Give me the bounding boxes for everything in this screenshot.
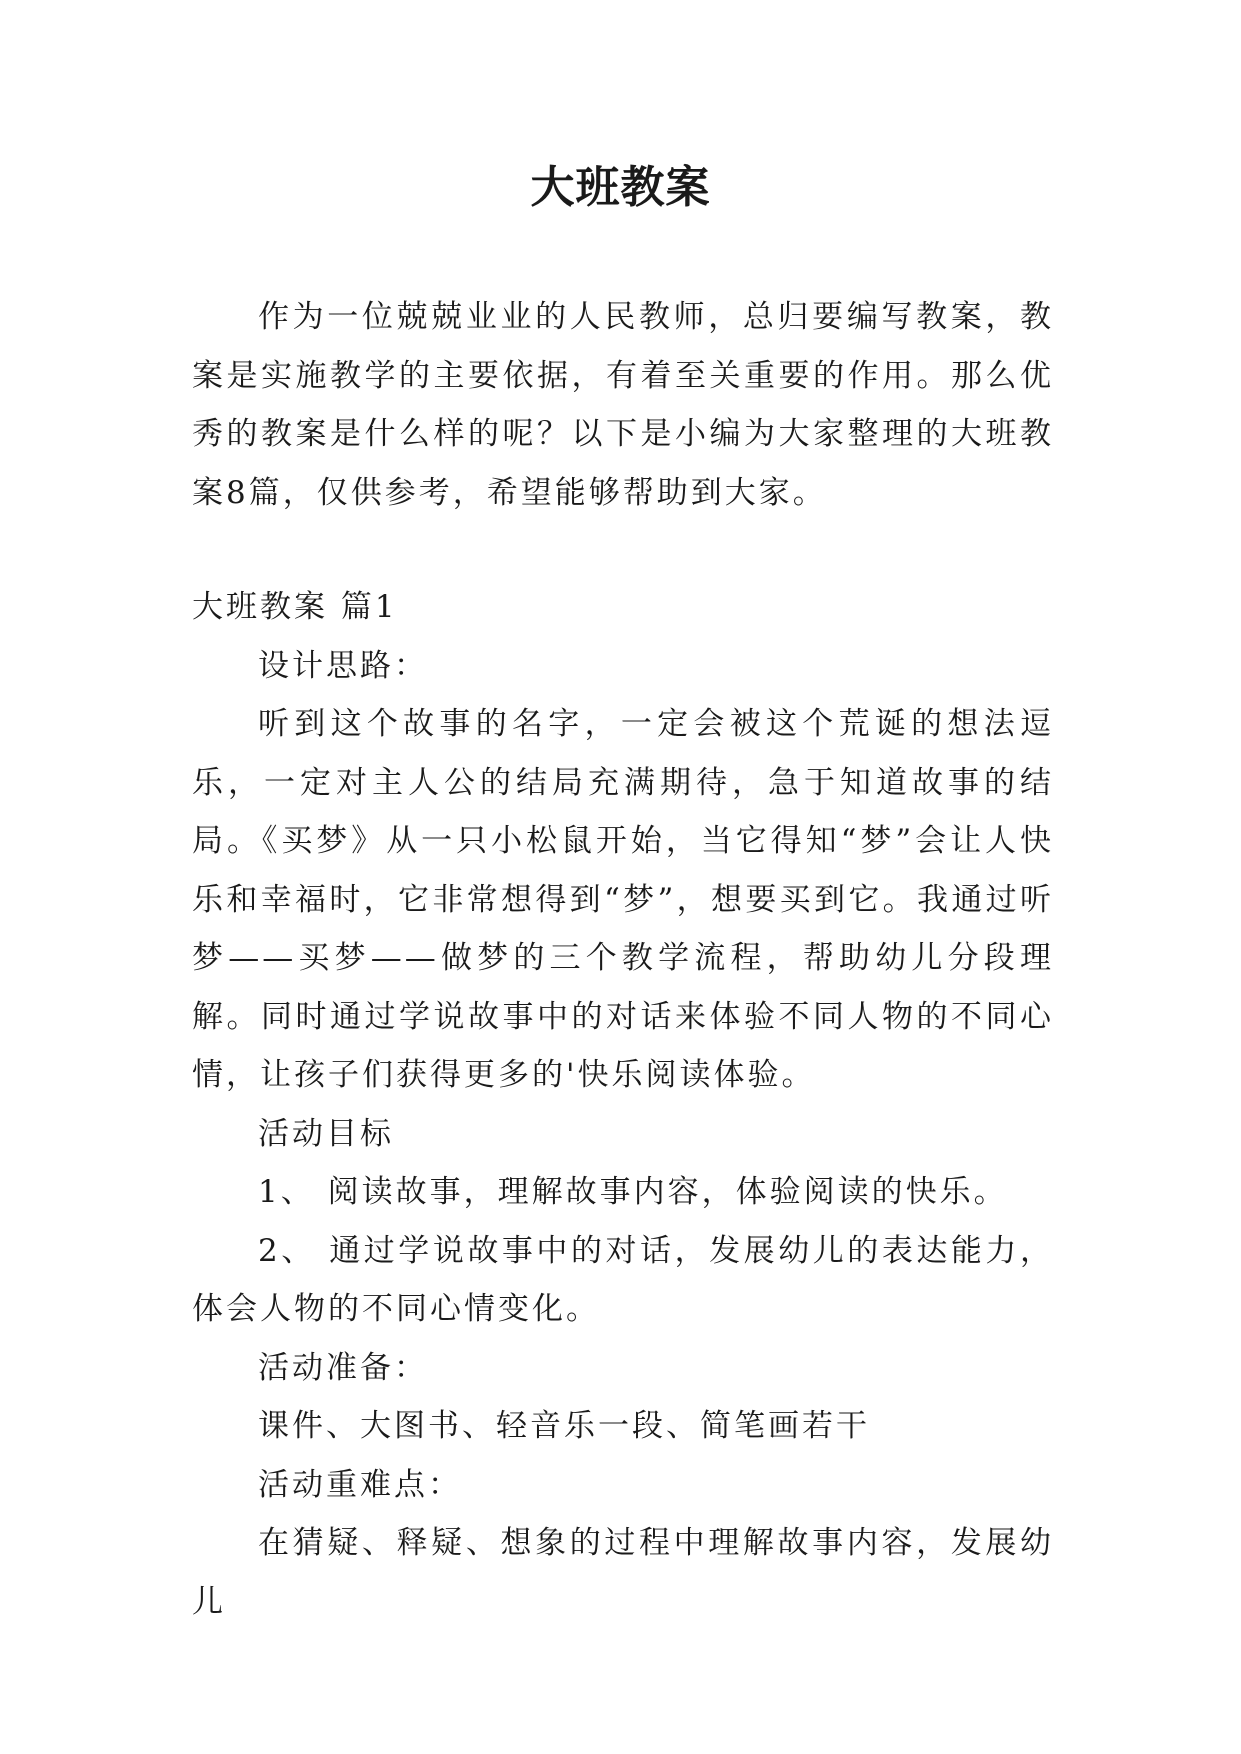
activity-prep-content: 课件、大图书、轻音乐一段、简笔画若干 [258,1408,870,1444]
section-1 [192,578,1054,1631]
goal-item-1: 1、 阅读故事，理解故事内容，体验阅读的快乐。 [258,1174,1008,1210]
key-points-content: 在猜疑、释疑、想象的过程中理解故事内容，发展幼儿 [192,1525,1054,1620]
activity-prep-heading: 活动准备： [258,1349,428,1386]
key-points-heading: 活动重难点： [258,1466,462,1503]
document-title: 大班教案 [530,162,711,213]
design-ideas-paragraph: 听到这个故事的名字，一定会被这个荒诞的想法逗乐，一定对主人公的结局充满期待，急于知道故事的结局。《买梦》从一只小松鼠开始，当它得知“梦”会让人快乐和幸福时，它非常想得到“梦”，想要买到它。我通过听梦——买梦——做梦的三个教学流程，帮助幼儿分段理解。同时通过学说故事中的对话来体验不同人物的不同心情，让孩子们获得更多的'快乐阅读体验。 [192,706,1054,1093]
goal-item-2: 2、 通过学说故事中的对话，发展幼儿的表达能力，体会人物的不同心情变化。 [192,1232,1054,1327]
design-ideas-heading: 设计思路： [258,647,428,684]
activity-goals-heading: 活动目标 [258,1115,394,1152]
intro-block [192,288,1054,522]
section-heading: 大班教案 篇1 [192,589,398,625]
intro-paragraph: 作为一位兢兢业业的人民教师，总归要编写教案，教案是实施教学的主要依据，有着至关重要的作用。那么优秀的教案是什么样的呢？以下是小编为大家整理的大班教案8篇，仅供参考，希望能够帮助到大家。 [192,299,1054,511]
